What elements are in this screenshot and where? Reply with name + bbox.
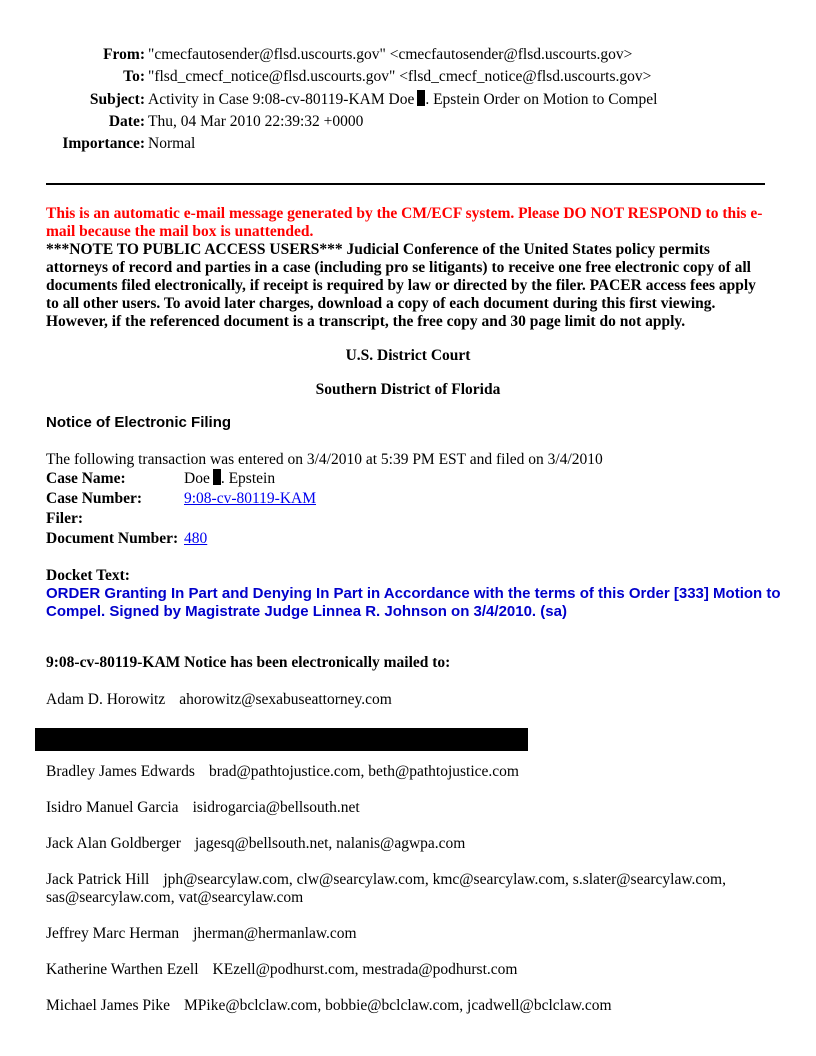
recipient-name: Isidro Manuel Garcia [46,799,179,816]
header-label: To: [123,68,145,86]
recipient-emails: KEzell@podhurst.com, mestrada@podhurst.com [212,961,518,978]
district-name: Southern District of Florida [315,381,501,398]
redaction-bar [35,728,528,751]
header-importance [0,133,657,155]
recipient-emails: isidrogarcia@bellsouth.net [192,799,360,816]
header-label: Date: [108,112,145,130]
nef-title: Notice of Electronic Filing [46,414,232,431]
header-from [0,44,657,66]
recipient-row [46,835,776,853]
case-number-link[interactable]: 9:08-cv-80119-KAM [184,490,317,507]
header-value: "flsd_cmecf_notice@flsd.uscourts.gov" <flsd_cmecf_notice@flsd.uscourts.gov> [148,68,652,86]
public-access-note: ***NOTE TO PUBLIC ACCESS USERS*** Judicial Conference of the United States policy permits attorneys of record and parties in a case (including pro se litigants) to receive one free electronic copy of all documents filed electronically, if receipt is required by law or directed by the filer. PACER access fees apply to all other users. To avoid later charges, download a copy of each document during this first viewing. However, if the referenced document is a transcript, the free copy and 30 page limit do not apply. [46,241,756,330]
case-name-before: Doe [184,470,210,487]
recipient-row [46,799,776,817]
recipient-emails: jph@searcylaw.com, clw@searcylaw.com, kmc@searcylaw.com, s.slater@searcylaw.com, sas@searcylaw.com, vat@searcylaw.com [46,871,726,906]
recipient-name: Jack Alan Goldberger [46,835,181,852]
recipient-emails: jagesq@bellsouth.net, nalanis@agwpa.com [194,835,466,852]
recipient-name: Adam D. Horowitz [46,691,166,708]
transaction-line: The following transaction was entered on 3/4/2010 at 5:39 PM EST and filed on 3/4/2010 [46,451,603,468]
recipient-emails: jherman@hermanlaw.com [193,925,357,942]
header-value: Normal [148,135,196,153]
subject-before: Activity in Case 9:08-cv-80119-KAM Doe [148,90,415,108]
document-number-row [46,529,316,549]
header-to [0,66,657,88]
case-info [46,469,316,549]
header-value: "cmecfautosender@flsd.uscourts.gov" <cmecfautosender@flsd.uscourts.gov> [148,46,633,63]
recipient-name: Bradley James Edwards [46,763,195,780]
filer-row [46,509,316,529]
recipient-name: Jack Patrick Hill [46,871,150,888]
header-label: From: [103,46,145,63]
header-value: Thu, 04 Mar 2010 22:39:32 +0000 [148,112,364,130]
recipient-name: Michael James Pike [46,997,170,1014]
case-name-row [46,469,316,489]
recipient-row [46,925,776,943]
mailed-heading: 9:08-cv-80119-KAM Notice has been electronically mailed to: [46,654,451,671]
recipient-row [46,763,776,781]
header-date [0,111,657,133]
filer-label: Filer: [46,510,84,527]
case-name-after: . Epstein [220,470,276,487]
docket-text-label: Docket Text: [46,567,130,584]
auto-message-warning: This is an automatic e-mail message generated by the CM/ECF system. Please DO NOT RESPOND to this e-mail because the mail box is unattended. [46,205,763,240]
recipient-row [46,961,776,979]
email-header [0,44,657,155]
recipient-emails: brad@pathtojustice.com, beth@pathtojustice.com [208,763,519,780]
court-name: U.S. District Court [345,347,471,364]
redaction-mark [213,469,221,485]
header-subject [0,89,657,111]
header-label: Importance: [62,135,145,153]
recipient-row [46,871,776,907]
header-divider [46,183,765,185]
case-number-label: Case Number: [46,490,142,507]
docket-text: ORDER Granting In Part and Denying In Part in Accordance with the terms of this Order [333] Motion to Compel. Signed by Magistrate Judge Linnea R. Johnson on 3/4/2010. (sa) [46,585,781,620]
header-label: Subject: [89,90,145,108]
case-number-row [46,489,316,509]
recipient-emails: MPike@bclclaw.com, bobbie@bclclaw.com, jcadwell@bclclaw.com [183,997,612,1014]
case-name-label: Case Name: [46,470,126,487]
document-number-label: Document Number: [46,530,179,547]
recipient-row [46,997,776,1015]
document-number-link[interactable]: 480 [184,530,208,547]
recipient-name: Jeffrey Marc Herman [46,925,180,942]
recipient-name: Katherine Warthen Ezell [46,961,199,978]
recipient-emails: ahorowitz@sexabuseattorney.com [179,691,392,708]
recipient-row [46,691,776,709]
subject-after: . Epstein Order on Motion to Compel [425,90,658,108]
